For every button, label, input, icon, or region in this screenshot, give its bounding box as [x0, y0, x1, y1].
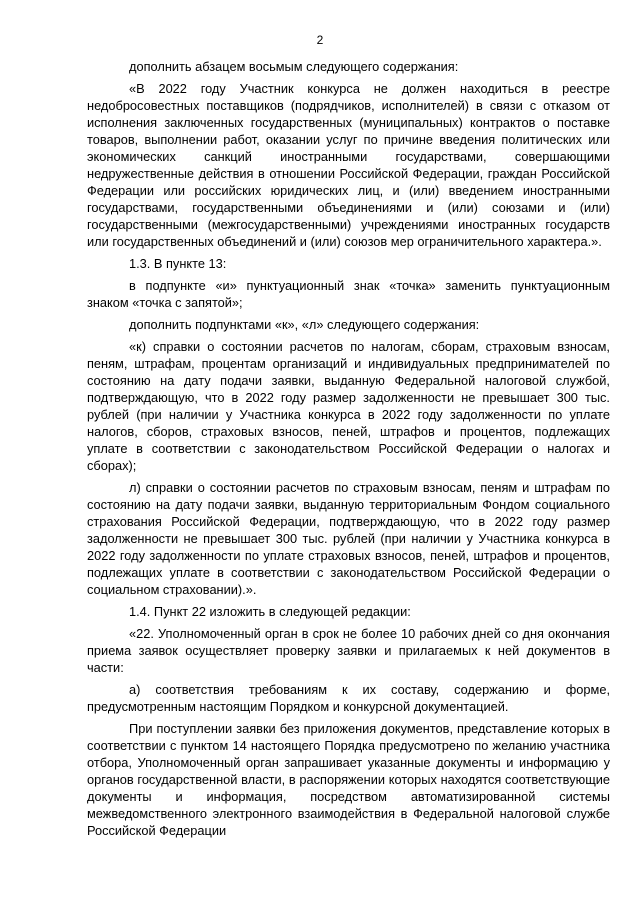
page-number: 2	[316, 33, 324, 47]
document-body	[87, 58, 610, 844]
paragraph-add-eighth: дополнить абзацем восьмым следующего содержания:	[129, 59, 459, 74]
paragraph-add-subclauses: дополнить подпунктами «к», «л» следующего содержания:	[129, 317, 480, 332]
paragraph-subclause-l: л) справки о состоянии расчетов по страховым взносам, пеням и штрафам по состоянию на дату подачи заявки, выданную территориальным Фондом социального страхования Российской Федерации, подтверждающую, что в 2022 году размер задолженности не превышает 300 тыс. рублей (при наличии у Участника конкурса в 2022 году задолженности по уплате страховых взносов, пеней, штрафов и процентов, подлежащих уплате в соответствии с законодательством Российской Федерации о социальном страховании).».	[87, 480, 610, 597]
paragraph-subclause-k: «к) справки о состоянии расчетов по налогам, сборам, страховым взносам, пеням, штрафам, процентам организаций и индивидуальных предпринимателей по состоянию на дату подачи заявки, выданную Федеральной налоговой службой, подтверждающую, что в 2022 году размер задолженности не превышает 300 тыс. рублей (при наличии у Участника конкурса в 2022 году задолженности по уплате налогов, сборов, страховых взносов, пеней, штрафов и процентов, подлежащих уплате в соответствии с законодательством Российской Федерации о налогах и сборах);	[87, 339, 610, 473]
paragraph-documents-request: При поступлении заявки без приложения документов, представление которых в соответствии с пунктом 14 настоящего Порядка предусмотрено по желанию участника отбора, Уполномоченный орган запрашивает указанные документы и информацию у органов государственной власти, в распоряжении которых находятся соответствующие документы и информация, посредством автоматизированной системы межведомственного электронного взаимодействия в Федеральной налоговой службе Российской Федерации	[87, 721, 610, 838]
paragraph-clause-1-4: 1.4. Пункт 22 изложить в следующей редакции:	[129, 604, 411, 619]
paragraph-subclause-i: в подпункте «и» пунктуационный знак «точка» заменить пунктуационным знаком «точка с запятой»;	[87, 278, 610, 310]
paragraph-clause-1-3: 1.3. В пункте 13:	[129, 256, 227, 271]
paragraph-subclause-a: а) соответствия требованиям к их составу, содержанию и форме, предусмотренным настоящим Порядком и конкурсной документацией.	[87, 682, 610, 714]
paragraph-clause-22: «22. Уполномоченный орган в срок не более 10 рабочих дней со дня окончания приема заявок осуществляет проверку заявки и прилагаемых к ней документов в части:	[87, 626, 610, 675]
paragraph-registry-requirement: «В 2022 году Участник конкурса не должен находиться в реестре недобросовестных поставщиков (подрядчиков, исполнителей) в связи с отказом от исполнения заключенных государственных (муниципальных) контрактов о поставке товаров, выполнении работ, оказании услуг по причине введения политических или экономических санкций иностранными государствами, совершающими недружественные действия в отношении Российской Федерации, граждан Российской Федерации или российских юридических лиц, и (или) введением иностранными государствами, государственными объединениями и (или) союзами и (или) государственными (межгосударственными) учреждениями иностранных государств или государственных объединений и (или) союзов мер ограничительного характера.».	[87, 81, 610, 249]
